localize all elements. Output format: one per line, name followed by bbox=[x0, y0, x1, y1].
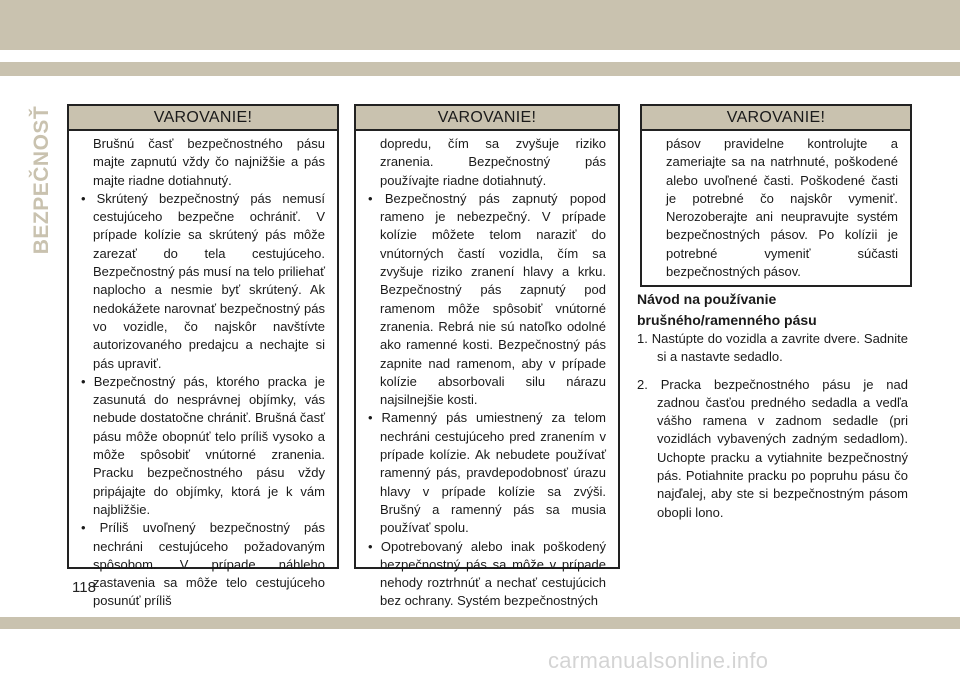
warning-box-title: VAROVANIE! bbox=[642, 106, 910, 131]
warning-bullet: • Bezpečnostný pás zapnutý popod rameno je nebezpečný. V prípade kolízie môžete telom naraziť do vnútorných častí vozidla, čím sa zvyšuje riziko zranení hlavy a krku. Bezpečnostný pás zapnutý pod ramenom môže spôsobiť vnútorné zranenia. Rebrá nie sú natoľko odolné ako ramenné kosti. Bezpečnostný pás zapnite nad ramenom, aby v prípade kolízie absorbovali silu nárazu najsilnejšie kosti. bbox=[368, 190, 606, 408]
warning-box-body bbox=[642, 131, 910, 281]
warning-text: dopredu, čím sa zvyšuje riziko zranenia. Bezpečnostný pás používajte riadne dotiahnutý. bbox=[380, 136, 606, 188]
warning-box bbox=[354, 104, 620, 609]
top-accent-band bbox=[0, 62, 960, 76]
warning-bullet: • Skrútený bezpečnostný pás nemusí cestujúceho bezpečne ochrániť. V prípade kolízie sa skrútený pás môže zarezať do tela cestujúceho. Bezpečnostný pás musí na telo priliehať naplocho a nesmie byť skrútený. Ak nedokážete narovnať bezpečnostný pás vo vozidle, čo najskôr navštívte autorizovaného predajcu a nechajte si pás upraviť. bbox=[81, 190, 325, 371]
instruction-step: 2. Pracka bezpečnostného pásu je nad zadnou časťou predného sedadla a vedľa vášho ramena v zadnom sedadle (pri vozidlách vybavených zadným sedadlom). Uchopte pracku a vytiahnite bezpečnostný pás. Potiahnite pracku po popruhu pásu čo najďalej, aby ste si bezpečnostným pásom obopli lono. bbox=[637, 376, 908, 520]
watermark: carmanualsonline.info bbox=[548, 648, 769, 673]
warning-box-title: VAROVANIE! bbox=[356, 106, 618, 131]
warning-text: pásov pravidelne kontrolujte a zameriajte sa na natrhnuté, poškodené alebo uvoľnené časti. Poškodené časti je potrebné čo najskôr vymeniť. Nerozoberajte ani neupravujte systém bezpečnostných pásov. Po kolízii je potrebné vymeniť súčasti bezpečnostných pásov. bbox=[666, 136, 898, 280]
warning-box-body bbox=[356, 131, 618, 611]
top-decorative-band bbox=[0, 0, 960, 50]
warning-box-body bbox=[69, 131, 337, 611]
instructions-heading: Návod na používanie brušného/ramenného pásu bbox=[637, 291, 817, 328]
section-title: BEZPEČNOSŤ bbox=[30, 105, 53, 255]
warning-bullet: • Ramenný pás umiestnený za telom nechráni cestujúceho pred zranením v prípade kolízie. Ak nebudete používať ramenný pás, pravdepodobnosť úrazu hlavy v prípade kolízie sa zvýši. Brušný a ramenný pás sa musia používať spolu. bbox=[368, 410, 606, 536]
warning-text: Brušnú časť bezpečnostného pásu majte zapnutú vždy čo najnižšie a pás majte riadne dotiahnutý. bbox=[93, 136, 325, 188]
warning-box-title: VAROVANIE! bbox=[69, 106, 337, 131]
warning-bullet: • Bezpečnostný pás, ktorého pracka je zasunutá do nesprávnej objímky, vás nebude dostatočne chrániť. Brušná časť pásu môže obopnúť telo príliš vysoko a môže spôsobiť vnútorné zranenia. Pracku bezpečnostného pásu vždy pripájajte do objímky, ktorá je k vám najbližšie. bbox=[81, 373, 325, 517]
warning-bullet: • Príliš uvoľnený bezpečnostný pás nechráni cestujúceho požadovaným spôsobom. V prípade náhleho zastavenia sa môže telo cestujúceho posunúť príliš bbox=[81, 520, 325, 609]
warning-box bbox=[640, 104, 912, 287]
instruction-step: 1. Nastúpte do vozidla a zavrite dvere. Sadnite si a nastavte sedadlo. bbox=[637, 331, 908, 365]
warning-bullet: • Opotrebovaný alebo inak poškodený bezpečnostný pás sa môže v prípade nehody roztrhnúť a nechať cestujúcich bez ochrany. Systém bezpečnostných bbox=[368, 538, 606, 609]
bottom-decorative-band bbox=[0, 617, 960, 629]
page-number: 118 bbox=[72, 579, 96, 596]
instructions-list bbox=[637, 330, 908, 531]
section-tab bbox=[22, 94, 62, 266]
